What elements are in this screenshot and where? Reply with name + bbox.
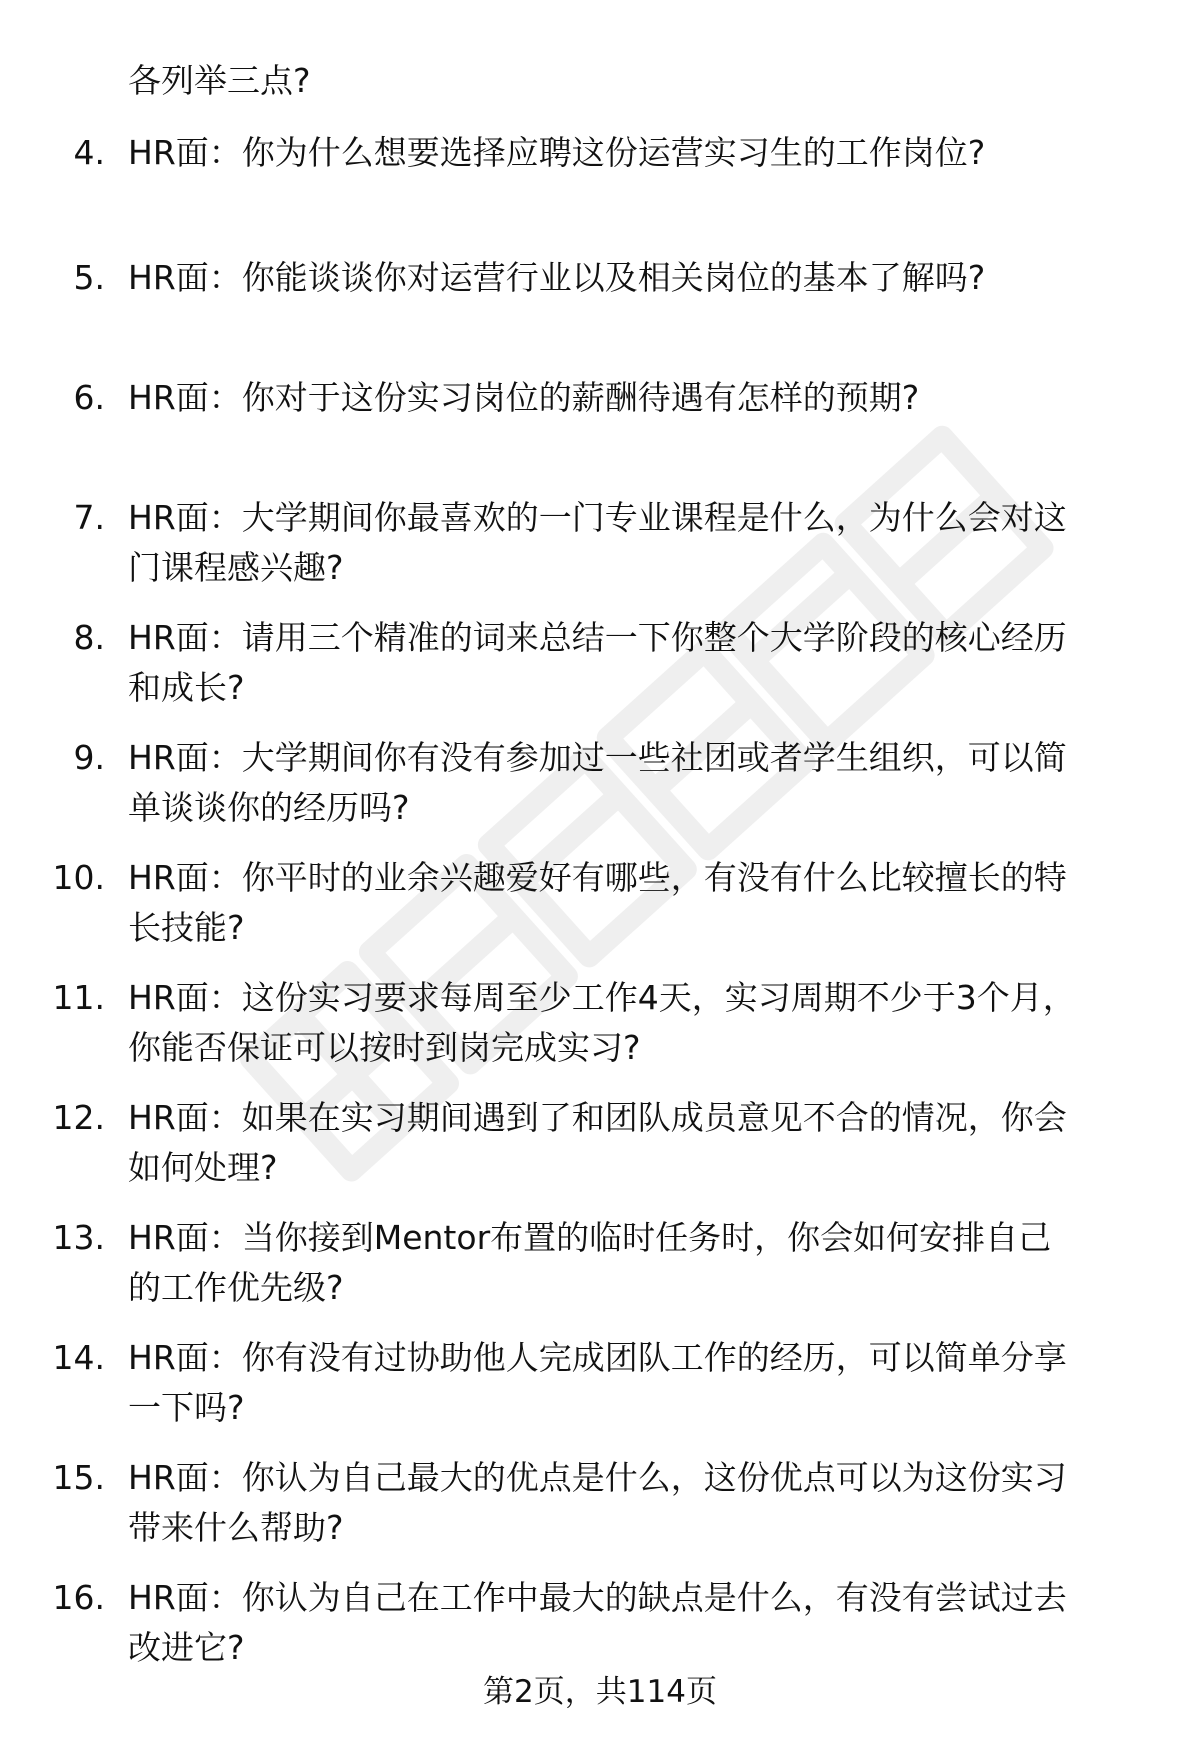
question-text-line: 和成长? [128, 668, 245, 707]
question-text [128, 853, 1168, 953]
question-number: 6. [73, 378, 105, 417]
question-number: 5. [73, 258, 105, 297]
question-text-line: HR面：大学期间你最喜欢的一门专业课程是什么，为什么会对这 [128, 498, 1067, 537]
question-number: 16. [52, 1578, 105, 1617]
question-text-line: 长技能? [128, 908, 245, 947]
question-number: 14. [52, 1338, 105, 1377]
question-number: 15. [52, 1458, 105, 1497]
question-text-line: HR面：你认为自己最大的优点是什么，这份优点可以为这份实习 [128, 1458, 1067, 1497]
question-text-line: HR面：请用三个精准的词来总结一下你整个大学阶段的核心经历 [128, 618, 1067, 657]
question-text-line: 你能否保证可以按时到岗完成实习? [128, 1028, 641, 1067]
question-number: 12. [52, 1098, 105, 1137]
question-text [128, 373, 1168, 423]
question-text-line: HR面：你认为自己在工作中最大的缺点是什么，有没有尝试过去 [128, 1578, 1067, 1617]
question-text-line: 带来什么帮助? [128, 1508, 344, 1547]
question-text [128, 128, 1168, 178]
question-text-line: 如何处理? [128, 1148, 278, 1187]
question-text [128, 1093, 1168, 1193]
question-text [128, 493, 1168, 593]
question-number: 10. [52, 858, 105, 897]
question-number: 8. [73, 618, 105, 657]
question-text [128, 613, 1168, 713]
question-text-line: 改进它? [128, 1628, 245, 1667]
question-text-line: HR面：你有没有过协助他人完成团队工作的经历，可以简单分享 [128, 1338, 1067, 1377]
question-text [128, 1573, 1168, 1673]
question-text [128, 1453, 1168, 1553]
question-text-line: HR面：这份实习要求每周至少工作4天，实习周期不少于3个月， [128, 978, 1076, 1017]
question-text-line: HR面：大学期间你有没有参加过一些社团或者学生组织，可以简 [128, 738, 1067, 777]
question-text [128, 733, 1168, 833]
question-number: 7. [73, 498, 105, 537]
question-text-line: HR面：你能谈谈你对运营行业以及相关岗位的基本了解吗? [128, 258, 986, 297]
question-text [128, 1333, 1168, 1433]
page-footer: 第2页，共114页 [483, 1674, 717, 1710]
question-number: 13. [52, 1218, 105, 1257]
question-text [128, 1213, 1168, 1313]
question-text [128, 973, 1168, 1073]
question-number: 4. [73, 133, 105, 172]
question-text-line: HR面：你平时的业余兴趣爱好有哪些，有没有什么比较擅长的特 [128, 858, 1067, 897]
continuation-text: 各列举三点? [128, 61, 311, 100]
question-text-line: 的工作优先级? [128, 1268, 344, 1307]
question-number: 9. [73, 738, 105, 777]
question-text [128, 253, 1168, 303]
question-text-line: 单谈谈你的经历吗? [128, 788, 410, 827]
question-number: 11. [52, 978, 105, 1017]
question-text-line: HR面：当你接到Mentor布置的临时任务时，你会如何安排自己 [128, 1218, 1052, 1257]
question-text-line: 一下吗? [128, 1388, 245, 1427]
question-text-line: HR面：如果在实习期间遇到了和团队成员意见不合的情况，你会 [128, 1098, 1067, 1137]
question-text-line: HR面：你对于这份实习岗位的薪酬待遇有怎样的预期? [128, 378, 920, 417]
question-text-line: 门课程感兴趣? [128, 548, 344, 587]
question-text-line: HR面：你为什么想要选择应聘这份运营实习生的工作岗位? [128, 133, 986, 172]
